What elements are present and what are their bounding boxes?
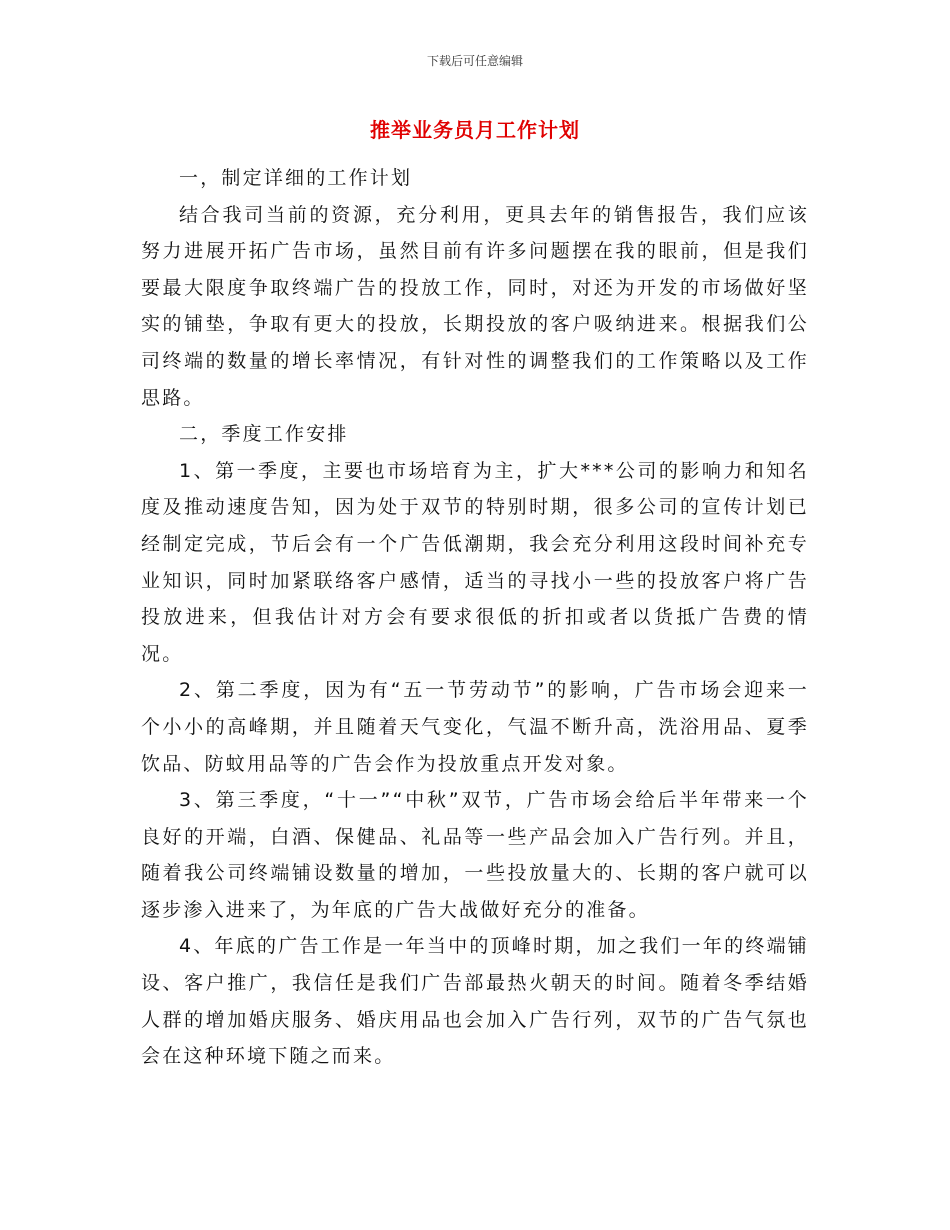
paragraph-q2: 2、第二季度，因为有“五一节劳动节”的影响，广告市场会迎来一个小小的高峰期，并且随着天气变化，气温不断升高，洗浴用品、夏季饮品、防蚊用品等的广告会作为投放重点开发对象。 [141,679,809,775]
paragraph-q3: 3、第三季度，“十一”“中秋”双节，广告市场会给后半年带来一个良好的开端，白酒、保健品、礼品等一些产品会加入广告行列。并且，随着我公司终端铺设数量的增加，一些投放量大的、长期的客户就可以逐步渗入进来了，为年底的广告大战做好充分的准备。 [141,789,809,921]
paragraph-q1: 1、第一季度，主要也市场培育为主，扩大***公司的影响力和知名度及推动速度告知，因为处于双节的特别时期，很多公司的宣传计划已经制定完成，节后会有一个广告低潮期，我会充分利用这段时间补充专业知识，同时加紧联络客户感情，适当的寻找小一些的投放客户将广告投放进来，但我估计对方会有要求很低的折扣或者以货抵广告费的情况。 [141,459,809,665]
paragraph-q4: 4、年底的广告工作是一年当中的顶峰时期，加之我们一年的终端铺设、客户推广，我信任是我们广告部最热火朝天的时间。随着冬季结婚人群的增加婚庆服务、婚庆用品也会加入广告行列，双节的广告气氛也会在这种环境下随之而来。 [141,935,809,1068]
header-note: 下载后可任意编辑 [426,54,523,68]
section-heading-plan: 一，制定详细的工作计划 [179,167,413,189]
section-heading-quarterly: 二，季度工作安排 [179,423,349,446]
document-title: 推举业务员月工作计划 [370,118,580,142]
document-body [141,160,809,1075]
paragraph-plan-body: 结合我司当前的资源，充分利用，更具去年的销售报告，我们应该努力进展开拓广告市场，虽然目前有许多问题摆在我的眼前，但是我们要最大限度争取终端广告的投放工作，同时，对还为开发的市场做好坚实的铺垫，争取有更大的投放，长期投放的客户吸纳进来。根据我们公司终端的数量的增长率情况，有针对性的调整我们的工作策略以及工作思路。 [141,203,809,409]
